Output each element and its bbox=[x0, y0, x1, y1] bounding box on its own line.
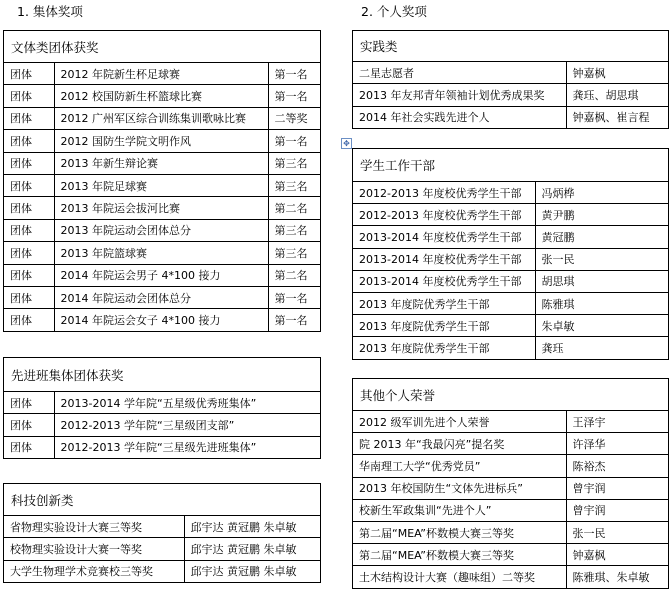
award-cell: 华南理工大学“优秀党员” bbox=[353, 455, 566, 477]
student-cadres-title: 学生工作干部 bbox=[353, 149, 668, 182]
rank-cell: 第一名 bbox=[268, 130, 320, 152]
winner-cell: 胡思琪 bbox=[535, 270, 668, 292]
table-row bbox=[4, 63, 320, 85]
winner-cell: 许泽华 bbox=[566, 433, 668, 455]
category-cell: 团体 bbox=[4, 309, 54, 331]
category-cell: 团体 bbox=[4, 130, 54, 152]
event-cell: 2012 年院新生杯足球赛 bbox=[54, 63, 268, 85]
table-row bbox=[353, 544, 668, 566]
winners-cell: 邱宇达 黄冠鹏 朱卓敏 bbox=[184, 560, 320, 582]
honor-cell: 2012-2013 学年院“三星级先进班集体” bbox=[54, 436, 320, 458]
table-row bbox=[353, 204, 668, 226]
table-row bbox=[353, 411, 668, 433]
table-row bbox=[353, 292, 668, 314]
table-row bbox=[4, 107, 320, 129]
table-row bbox=[4, 309, 320, 331]
advanced-collective-title: 先进班集体团体获奖 bbox=[4, 358, 320, 392]
rank-cell: 第一名 bbox=[268, 286, 320, 308]
table-row bbox=[353, 337, 668, 359]
culture-sports-title: 文体类团体获奖 bbox=[4, 31, 320, 63]
rank-cell: 二等奖 bbox=[268, 107, 320, 129]
table-row bbox=[4, 264, 320, 286]
category-cell: 团体 bbox=[4, 85, 54, 107]
award-cell: 院 2013 年“我最闪亮”提名奖 bbox=[353, 433, 566, 455]
winners-cell: 邱宇达 黄冠鹏 朱卓敏 bbox=[184, 516, 320, 538]
winner-cell: 黄尹鹏 bbox=[535, 204, 668, 226]
category-cell: 团体 bbox=[4, 264, 54, 286]
category-cell: 团体 bbox=[4, 63, 54, 85]
category-cell: 团体 bbox=[4, 392, 54, 414]
rank-cell: 第三名 bbox=[268, 174, 320, 196]
table-row bbox=[4, 219, 320, 241]
table-row bbox=[353, 84, 668, 106]
move-icon[interactable]: ✥ bbox=[341, 138, 352, 149]
rank-cell: 第二名 bbox=[268, 197, 320, 219]
event-cell: 2013 年院足球赛 bbox=[54, 174, 268, 196]
innovation-title: 科技创新类 bbox=[4, 484, 320, 516]
award-cell: 2013 年度院优秀学生干部 bbox=[353, 337, 535, 359]
winner-cell: 曾宇润 bbox=[566, 499, 668, 521]
award-cell: 校物理实验设计大赛一等奖 bbox=[4, 538, 184, 560]
category-cell: 团体 bbox=[4, 242, 54, 264]
winner-cell: 黄冠鹏 bbox=[535, 226, 668, 248]
culture-sports-box bbox=[3, 30, 321, 332]
honor-cell: 2013-2014 学年院“五星级优秀班集体” bbox=[54, 392, 320, 414]
award-cell: 2013-2014 年度校优秀学生干部 bbox=[353, 270, 535, 292]
table-row bbox=[353, 270, 668, 292]
rank-cell: 第一名 bbox=[268, 63, 320, 85]
event-cell: 2014 年院运会女子 4*100 接力 bbox=[54, 309, 268, 331]
award-cell: 2012 级军训先进个人荣誉 bbox=[353, 411, 566, 433]
table-row bbox=[353, 455, 668, 477]
table-row bbox=[4, 436, 320, 458]
winners-cell: 邱宇达 黄冠鹏 朱卓敏 bbox=[184, 538, 320, 560]
rank-cell: 第三名 bbox=[268, 219, 320, 241]
winner-cell: 王泽宇 bbox=[566, 411, 668, 433]
award-cell: 校新生军政集训“先进个人” bbox=[353, 499, 566, 521]
advanced-collective-table bbox=[4, 392, 320, 458]
winner-cell: 朱卓敏 bbox=[535, 315, 668, 337]
event-cell: 2013 年新生辩论赛 bbox=[54, 152, 268, 174]
winner-cell: 龚珏 bbox=[535, 337, 668, 359]
winner-cell: 陈雅琪、朱卓敏 bbox=[566, 566, 668, 588]
category-cell: 团体 bbox=[4, 174, 54, 196]
table-row bbox=[4, 516, 320, 538]
table-row bbox=[353, 248, 668, 270]
student-cadres-box bbox=[352, 148, 669, 360]
table-row bbox=[4, 197, 320, 219]
rank-cell: 第二名 bbox=[268, 264, 320, 286]
practice-table bbox=[353, 62, 668, 128]
award-cell: 2012-2013 年度校优秀学生干部 bbox=[353, 182, 535, 204]
winner-cell: 曾宇润 bbox=[566, 477, 668, 499]
advanced-collective-box bbox=[3, 357, 321, 459]
table-row bbox=[4, 130, 320, 152]
table-row bbox=[4, 286, 320, 308]
winners-cell: 钟嘉枫、崔言程 bbox=[566, 106, 668, 128]
award-cell: 二星志愿者 bbox=[353, 62, 566, 84]
winners-cell: 钟嘉枫 bbox=[566, 62, 668, 84]
table-row bbox=[353, 477, 668, 499]
rank-cell: 第三名 bbox=[268, 242, 320, 264]
award-cell: 省物理实验设计大赛三等奖 bbox=[4, 516, 184, 538]
winner-cell: 张一民 bbox=[566, 521, 668, 543]
winner-cell: 钟嘉枫 bbox=[566, 544, 668, 566]
winners-cell: 龚珏、胡思琪 bbox=[566, 84, 668, 106]
table-row bbox=[4, 174, 320, 196]
table-row bbox=[353, 315, 668, 337]
category-cell: 团体 bbox=[4, 197, 54, 219]
practice-title: 实践类 bbox=[353, 31, 668, 62]
table-row bbox=[4, 152, 320, 174]
award-cell: 2013-2014 年度校优秀学生干部 bbox=[353, 226, 535, 248]
table-row bbox=[4, 392, 320, 414]
award-cell: 大学生物理学术竞赛校三等奖 bbox=[4, 560, 184, 582]
rank-cell: 第三名 bbox=[268, 152, 320, 174]
innovation-box bbox=[3, 483, 321, 583]
rank-cell: 第一名 bbox=[268, 309, 320, 331]
award-cell: 2013-2014 年度校优秀学生干部 bbox=[353, 248, 535, 270]
award-cell: 2013 年度院优秀学生干部 bbox=[353, 315, 535, 337]
category-cell: 团体 bbox=[4, 436, 54, 458]
event-cell: 2014 年院运动会团体总分 bbox=[54, 286, 268, 308]
table-row bbox=[4, 85, 320, 107]
table-row bbox=[353, 433, 668, 455]
other-honors-title: 其他个人荣誉 bbox=[353, 379, 668, 411]
winner-cell: 陈裕杰 bbox=[566, 455, 668, 477]
table-row bbox=[4, 560, 320, 582]
event-cell: 2013 年院篮球赛 bbox=[54, 242, 268, 264]
winner-cell: 张一民 bbox=[535, 248, 668, 270]
award-cell: 2012-2013 年度校优秀学生干部 bbox=[353, 204, 535, 226]
category-cell: 团体 bbox=[4, 414, 54, 436]
other-honors-table bbox=[353, 411, 668, 588]
category-cell: 团体 bbox=[4, 107, 54, 129]
table-row bbox=[353, 106, 668, 128]
winner-cell: 冯炳桦 bbox=[535, 182, 668, 204]
table-row bbox=[353, 226, 668, 248]
award-cell: 2014 年社会实践先进个人 bbox=[353, 106, 566, 128]
honor-cell: 2012-2013 学年院“三星级团支部” bbox=[54, 414, 320, 436]
heading-individual: 2. 个人奖项 bbox=[361, 4, 427, 19]
heading-collective: 1. 集体奖项 bbox=[17, 4, 83, 19]
table-row bbox=[4, 538, 320, 560]
event-cell: 2013 年院运会拔河比赛 bbox=[54, 197, 268, 219]
category-cell: 团体 bbox=[4, 219, 54, 241]
table-row bbox=[353, 182, 668, 204]
award-cell: 土木结构设计大赛（趣味组）二等奖 bbox=[353, 566, 566, 588]
award-cell: 2013 年校国防生“文体先进标兵” bbox=[353, 477, 566, 499]
winner-cell: 陈雅琪 bbox=[535, 292, 668, 314]
culture-sports-table bbox=[4, 63, 320, 331]
event-cell: 2012 广州军区综合训练集训歌咏比赛 bbox=[54, 107, 268, 129]
event-cell: 2013 年院运动会团体总分 bbox=[54, 219, 268, 241]
table-row bbox=[353, 499, 668, 521]
student-cadres-table bbox=[353, 182, 668, 359]
other-honors-box bbox=[352, 378, 669, 589]
award-cell: 2013 年度院优秀学生干部 bbox=[353, 292, 535, 314]
event-cell: 2012 国防生学院文明作风 bbox=[54, 130, 268, 152]
event-cell: 2012 校国防新生杯篮球比赛 bbox=[54, 85, 268, 107]
innovation-table bbox=[4, 516, 320, 582]
table-row bbox=[353, 521, 668, 543]
table-row bbox=[4, 242, 320, 264]
category-cell: 团体 bbox=[4, 286, 54, 308]
award-cell: 第二届“MEA”杯数模大赛三等奖 bbox=[353, 544, 566, 566]
award-cell: 第二届“MEA”杯数模大赛三等奖 bbox=[353, 521, 566, 543]
practice-box bbox=[352, 30, 669, 129]
event-cell: 2014 年院运会男子 4*100 接力 bbox=[54, 264, 268, 286]
rank-cell: 第一名 bbox=[268, 85, 320, 107]
table-row bbox=[353, 566, 668, 588]
category-cell: 团体 bbox=[4, 152, 54, 174]
award-cell: 2013 年友邦青年领袖计划优秀成果奖 bbox=[353, 84, 566, 106]
table-row bbox=[4, 414, 320, 436]
table-row bbox=[353, 62, 668, 84]
